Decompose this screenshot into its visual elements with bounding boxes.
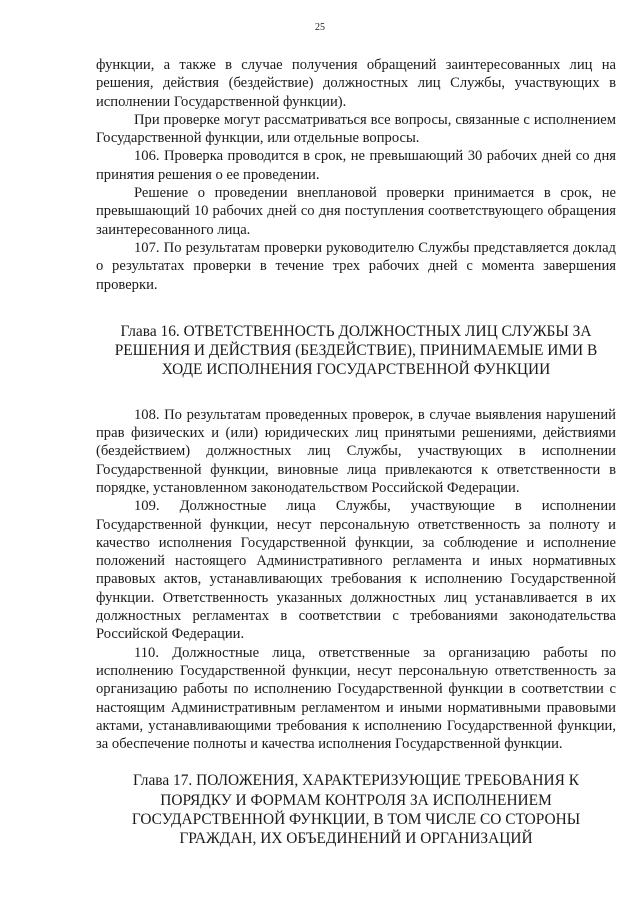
paragraph-107: 107. По результатам проверки руководителю Службы представляется доклад о результатах проверки в течение трех рабочих дней с момента завершения проверки.: [96, 239, 616, 293]
paragraph-108: 108. По результатам проведенных проверок, в случае выявления нарушений прав физических и (или) юридических лиц принятыми решениями, действиями (бездействием) должностных лиц Службы, участвующих в исполнении Государственной функции, виновные лица привлекаются к ответственности в порядке, установленном законодательством Российской Федерации.: [96, 406, 616, 496]
paragraph-check-scope: При проверке могут рассматриваться все вопросы, связанные с исполнением Государственной функции, или отдельные вопросы.: [96, 111, 616, 147]
paragraph-unscheduled-check: Решение о проведении внеплановой проверки принимается в срок, не превышающий 10 рабочих дней со дня поступления соответствующего обращения заинтересованного лица.: [96, 185, 616, 238]
spacer: [96, 753, 616, 771]
chapter-16-heading: Глава 16. ОТВЕТСТВЕННОСТЬ ДОЛЖНОСТНЫХ ЛИЦ СЛУЖБЫ ЗА РЕШЕНИЯ И ДЕЙСТВИЯ (БЕЗДЕЙСТВИЕ), ПРИНИМАЕМЫЕ ИМИ В ХОДЕ ИСПОЛНЕНИЯ ГОСУДАРСТВЕННОЙ ФУНКЦИИ: [114, 322, 598, 379]
page-number: 25: [315, 22, 325, 33]
paragraph-110: 110. Должностные лица, ответственные за организацию работы по исполнению Государственной функции, несут персональную ответственность за организацию работы по исполнению Государственной функции в соответствии с настоящим Административным регламентом и иными нормативными правовыми актами, устанавливающими требования к исполнению Государственной функции, за обеспечение полноты и качества исполнения Государственной функции.: [96, 644, 616, 753]
chapter-17-heading: Глава 17. ПОЛОЖЕНИЯ, ХАРАКТЕРИЗУЮЩИЕ ТРЕБОВАНИЯ К ПОРЯДКУ И ФОРМАМ КОНТРОЛЯ ЗА ИСПОЛНЕНИЕМ ГОСУДАРСТВЕННОЙ ФУНКЦИИ, В ТОМ ЧИСЛЕ СО СТОРОНЫ ГРАЖДАН, ИХ ОБЪЕДИНЕНИЙ И ОРГАНИЗАЦИЙ: [131, 772, 581, 848]
spacer: [96, 294, 616, 322]
paragraph-106: 106. Проверка проводится в срок, не превышающий 30 рабочих дней со дня принятия решения о ее проведении.: [96, 148, 616, 183]
document-body: [96, 56, 616, 849]
paragraph-continuation: функции, а также в случае получения обращений заинтересованных лиц на решения, действия (бездействие) должностных лиц Службы, участвующих в исполнении Государственной функции).: [96, 57, 616, 110]
paragraph-109: 109. Должностные лица Службы, участвующие в исполнении Государственной функции, несут персональную ответственность за полноту и качество исполнения Государственной функции, за соблюдение и исполнение положений настоящего Административного регламента и иных нормативных правовых актов, устанавливающих требования к исполнению Государственной функции. Ответственность указанных должностных лиц устанавливается в их должностных регламентах в соответствии с требованиями законодательства Российской Федерации.: [96, 498, 616, 643]
spacer: [96, 380, 616, 406]
